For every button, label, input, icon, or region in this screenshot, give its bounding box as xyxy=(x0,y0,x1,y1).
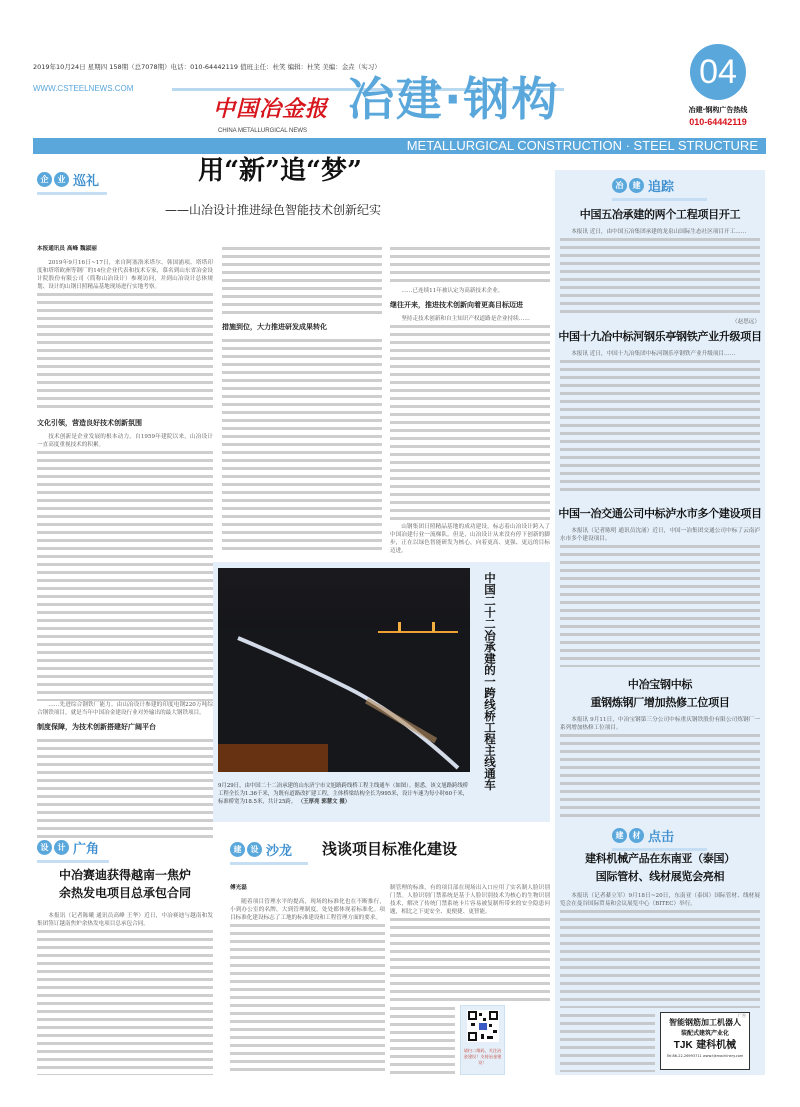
qr-code-icon xyxy=(467,1010,499,1042)
news-body xyxy=(560,350,760,495)
news-title: 建科机械产品在东南亚（泰国） xyxy=(585,852,735,865)
tag-char: 设 xyxy=(37,840,52,855)
page-number: 04 xyxy=(690,44,746,100)
paragraph: ……已连续11年被认定为高新技术企业。 xyxy=(401,288,504,294)
column-tag-design xyxy=(37,838,109,863)
logo-en: CHINA METALLURGICAL NEWS xyxy=(218,128,308,134)
ad-hotline-label: 冶建·钢构广告热线 xyxy=(688,106,748,114)
tag-char: 建 xyxy=(230,842,245,857)
date-line: 2019年10月24日 星期四 158期（总7078期）电话：010-64442119 值班主任：杜笑 编辑：杜笑 美编：金垚（实习） xyxy=(33,63,381,71)
section-title: 冶建·钢构 xyxy=(348,72,560,126)
paragraph: 制管理的标准，有的项目部在现场出入口应用了实名制人脸识别门禁。人脸识别门禁系统是基于人脸识别技术为核心的生物识别技术，解决了传统门禁系统卡片容易被复制所带来的安全隐患问题，相比之下更安全、更便捷、更智能。 xyxy=(390,885,550,915)
news-lead: 本报讯 近日，由中国五冶集团承建的龙泉山国际生态社区项目开工…… xyxy=(571,229,747,235)
news-lead: 本报讯（记者陈明 通讯员沈涌）近日，中国一冶集团交通公司中标了云南泸水市多个建设项目。 xyxy=(560,528,760,542)
design-title-1: 中冶赛迪获得越南一焦炉 xyxy=(58,868,191,882)
ad-brand-cn: 建科机械 xyxy=(696,1040,737,1051)
news-body xyxy=(560,527,760,667)
paragraph: 2019年9月16日~17日，来自阿塞洛米塔尔、韩国浦项、塔塔印度和塔塔欧洲等钢厂的14位企业代表和技术专家，慕名到山东省冶金设计院股份有限公司（简称山冶设计）参观访问，并到山冶设计总体规划、设计的山钢日照精品基地现场进行实地考察。 xyxy=(37,260,213,290)
column-tag-enterprise xyxy=(37,170,107,195)
lead-column-3 xyxy=(390,245,550,555)
news-body xyxy=(560,892,760,1008)
salon-column-1 xyxy=(230,884,385,1075)
news-lead: 本报讯 9月11日，中冶宝钢第三分公司中标重庆钢铁股份有限公司炼钢厂一系列增加热修工位项目。 xyxy=(560,717,760,731)
caption-text: 9月29日，由中国二十二冶承建的山东济宁市文旭路跨线桥工程主线通车（如图）。据悉，该文旭路跨线桥工程全长为1.36千米，为既有道路改扩建工程，主体桥梁结构全长为995米，设计车速为每小时60千米，标准桥宽为18.5米，共计25跨。 xyxy=(218,783,469,805)
section-banner: METALLURGICAL CONSTRUCTION · STEEL STRUCTURE xyxy=(33,138,766,154)
column-tag-tracking xyxy=(612,176,707,201)
news-title: 重钢炼钢厂增加热修工位项目 xyxy=(590,696,730,709)
byline: 傅光磊 xyxy=(230,885,247,891)
paragraph: 技术创新是企业发展的根本动力。自1959年建院以来，山冶设计一直高度重视技术的积累。 xyxy=(37,434,213,448)
tag-char: 计 xyxy=(54,840,69,855)
byline: 本报通讯员 高峰 魏淑丽 xyxy=(37,246,97,252)
bridge-photo xyxy=(218,568,470,772)
ad-contact: Tel:86-22-26993711 www.tjkmachinery.com xyxy=(666,1054,744,1058)
tag-label: 沙龙 xyxy=(266,844,293,859)
tag-char: 业 xyxy=(54,172,69,187)
news-title: 中冶宝钢中标 xyxy=(627,678,693,691)
news-title: 国际管材、线材展览会亮相 xyxy=(595,870,725,883)
ad-line1: 智能钢筋加工机器人 xyxy=(669,1018,741,1027)
paragraph: ……先进综合钢铁厂能力。由山冶设计参建的印度电钢220万吨综合钢铁项目，就是当年中国冶金建设行业对外输出的最大钢铁项目。 xyxy=(37,702,213,716)
tag-label: 巡礼 xyxy=(73,174,100,189)
news-title: 中国五冶承建的两个工程项目开工 xyxy=(579,208,741,221)
news-title: 中国十九冶中标河钢乐亭钢铁产业升级项目 xyxy=(558,330,762,343)
tag-char: 建 xyxy=(612,828,627,843)
ad-hotline: 010-64442119 xyxy=(689,117,747,127)
news-lead: 本报讯（记者綦立军）9月18日~20日，东南亚（泰国）国际管材、线材展览会在曼谷国际贸易和会议展览中心（BITEC）举行。 xyxy=(560,893,760,907)
ad-brand-en: TJK xyxy=(673,1040,693,1051)
design-body xyxy=(37,912,213,1075)
subheading: 继往开来，推进技术创新向着更高目标迈进 xyxy=(390,301,523,309)
column-tag-materials xyxy=(612,826,707,851)
news-author: （赵思远） xyxy=(732,319,760,325)
site-url[interactable]: WWW.CSTEELNEWS.COM xyxy=(33,84,134,93)
subheading: 制度保障，为技术创新搭建好广阔平台 xyxy=(37,723,156,731)
tag-label: 追踪 xyxy=(648,180,675,195)
lead-subtitle: ——山冶设计推进绿色智能技术创新纪实 xyxy=(165,203,382,217)
salon-column-2 xyxy=(390,884,550,1002)
logo-cn: 中国冶金报 xyxy=(213,96,329,122)
tjk-advertisement[interactable] xyxy=(660,1012,750,1070)
paragraph: 坚持走技术创新和自主知识产权道路是企业持续…… xyxy=(401,316,530,322)
photo-caption xyxy=(218,782,470,806)
ad-line2: 装配式建筑产业化 xyxy=(680,1030,729,1037)
qr-caption: 请扫二维码，关注冶金建设！支持冶金建设！ xyxy=(463,1048,502,1065)
subheading: 措施到位，大力推进研发成果转化 xyxy=(222,323,327,331)
tag-char: 企 xyxy=(37,172,52,187)
ad-label: 广告 xyxy=(738,1013,746,1018)
qr-code-box[interactable] xyxy=(460,1005,505,1075)
paragraph: 随着项目管理水平的提高，现场的标准化也在不断推行，小到办公室的名牌，大到管理制度，处处都体现着标准化。项目标准化建设标志了工地的标准建设和工程管理方面的要求。 xyxy=(230,899,385,921)
salon-column-2-tail xyxy=(390,1005,455,1075)
news-body xyxy=(560,228,760,326)
photo-news-title: 中国二十二冶承建的一跨线桥工程主线通车 xyxy=(483,572,497,791)
salon-title: 浅谈项目标准化建设 xyxy=(322,840,458,858)
news-title: 中国一冶交通公司中标泸水市多个建设项目 xyxy=(558,507,762,520)
column-tag-salon xyxy=(230,840,308,865)
photo-credit: （王厚亮 郭慧文 摄） xyxy=(297,799,351,805)
design-title-2: 余热发电项目总承包合同 xyxy=(58,886,191,900)
tag-char: 设 xyxy=(247,842,262,857)
subheading: 文化引领，营造良好技术创新氛围 xyxy=(37,419,142,427)
lead-column-2 xyxy=(222,245,382,555)
paragraph: 山钢集团日照精品基地的成功建设，标志着山冶设计跨入了中国冶建行业一流梯队。但是，山冶设计从来没有停下创新的脚步，正在以绿色智能研发为核心，向着更高、更强、更远的目标迈进。 xyxy=(390,524,550,554)
news-body xyxy=(560,716,760,821)
tag-char: 冶 xyxy=(612,178,627,193)
tag-char: 建 xyxy=(629,178,644,193)
news-lead: 本报讯 近日，中国十九冶集团中标河钢乐亭钢铁产业升级项目…… xyxy=(571,351,736,357)
tag-label: 广角 xyxy=(73,842,100,857)
tag-char: 材 xyxy=(629,828,644,843)
tag-label: 点击 xyxy=(648,830,675,845)
news-lead: 本报讯（记者陈曦 通讯员高峰 王华）近日，中冶赛迪与越南和发集团签订越南焦炉余热发电项目总承包合同。 xyxy=(37,913,213,927)
news-body-tail xyxy=(560,1012,655,1072)
lead-title: 用“新”追“梦” xyxy=(198,156,362,186)
